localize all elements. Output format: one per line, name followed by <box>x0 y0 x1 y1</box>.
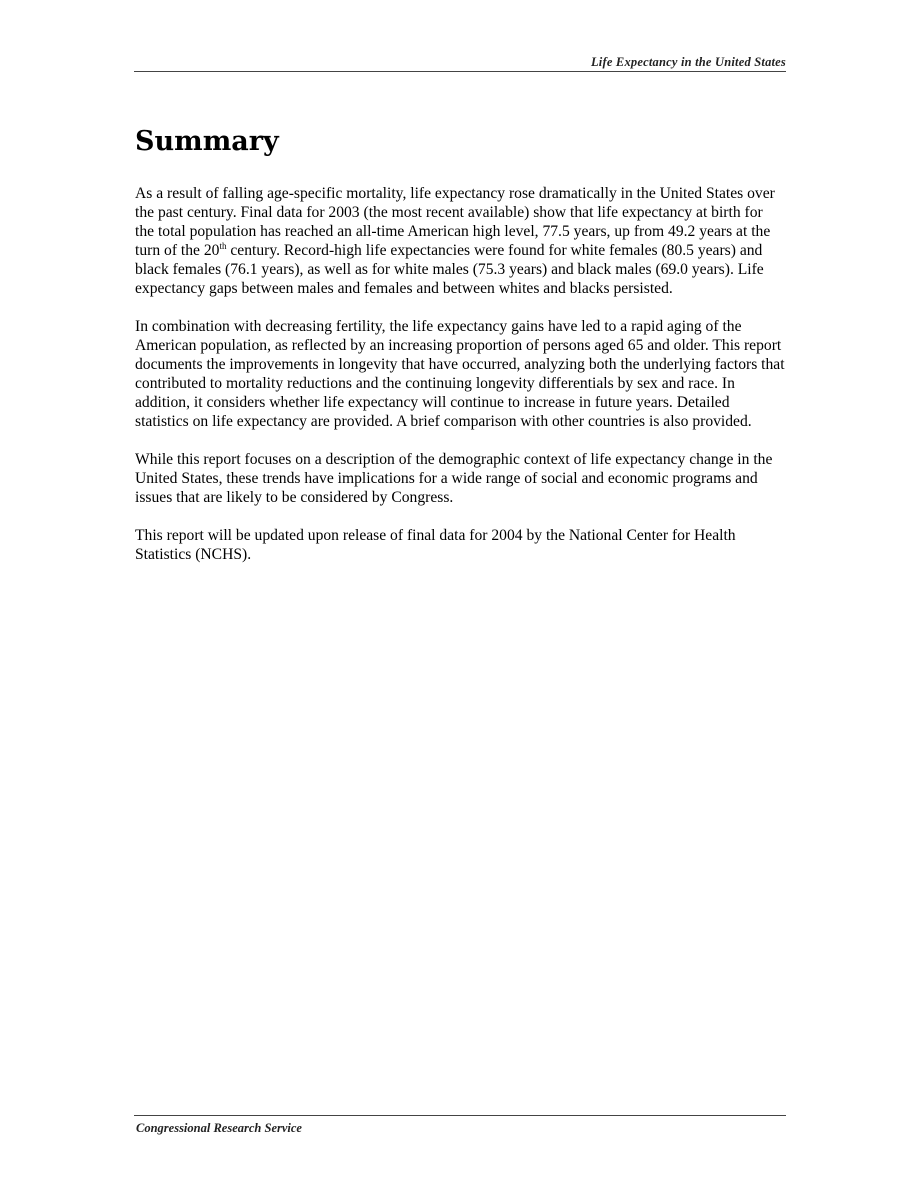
summary-paragraph-1-text-b: century. Record-high life expectancies were found for white females (80.5 years) and black females (76.1 years), as well as for white males (75.3 years) and black males (69.0 years). Life expectancy gaps between males and females and between whites and blacks persisted. <box>135 242 764 297</box>
running-header: Life Expectancy in the United States <box>590 55 786 69</box>
main-content <box>135 124 785 583</box>
summary-paragraph-3: While this report focuses on a description of the demographic context of life expectancy change in the United States, these trends have implications for a wide range of social and economic programs and issues that are likely to be considered by Congress. <box>135 451 773 506</box>
summary-paragraph-4: This report will be updated upon release of final data for 2004 by the National Center for Health Statistics (NCHS). <box>135 527 736 563</box>
header-divider <box>134 71 786 72</box>
summary-paragraph-2: In combination with decreasing fertility, the life expectancy gains have led to a rapid aging of the American population, as reflected by an increasing proportion of persons aged 65 and older. This report documents the improvements in longevity that have occurred, analyzing both the underlying factors that contributed to mortality reductions and the continuing longevity differentials by sex and race. In addition, it considers whether life expectancy will continue to increase in future years. Detailed statistics on life expectancy are provided. A brief comparison with other countries is also provided. <box>135 318 785 430</box>
footer-divider <box>134 1115 786 1116</box>
summary-paragraph-1-text-a: As a result of falling age-specific mortality, life expectancy rose dramatically in the United States over the past century. Final data for 2003 (the most recent available) show that life expectancy at birth for the total population has reached an all-time American high level, 77.5 years, up from 49.2 years at the turn of the 20 <box>135 185 775 259</box>
ordinal-suffix: th <box>219 240 227 251</box>
running-footer: Congressional Research Service <box>136 1121 302 1135</box>
page-title: Summary <box>135 126 279 157</box>
summary-paragraph-1 <box>135 184 785 298</box>
